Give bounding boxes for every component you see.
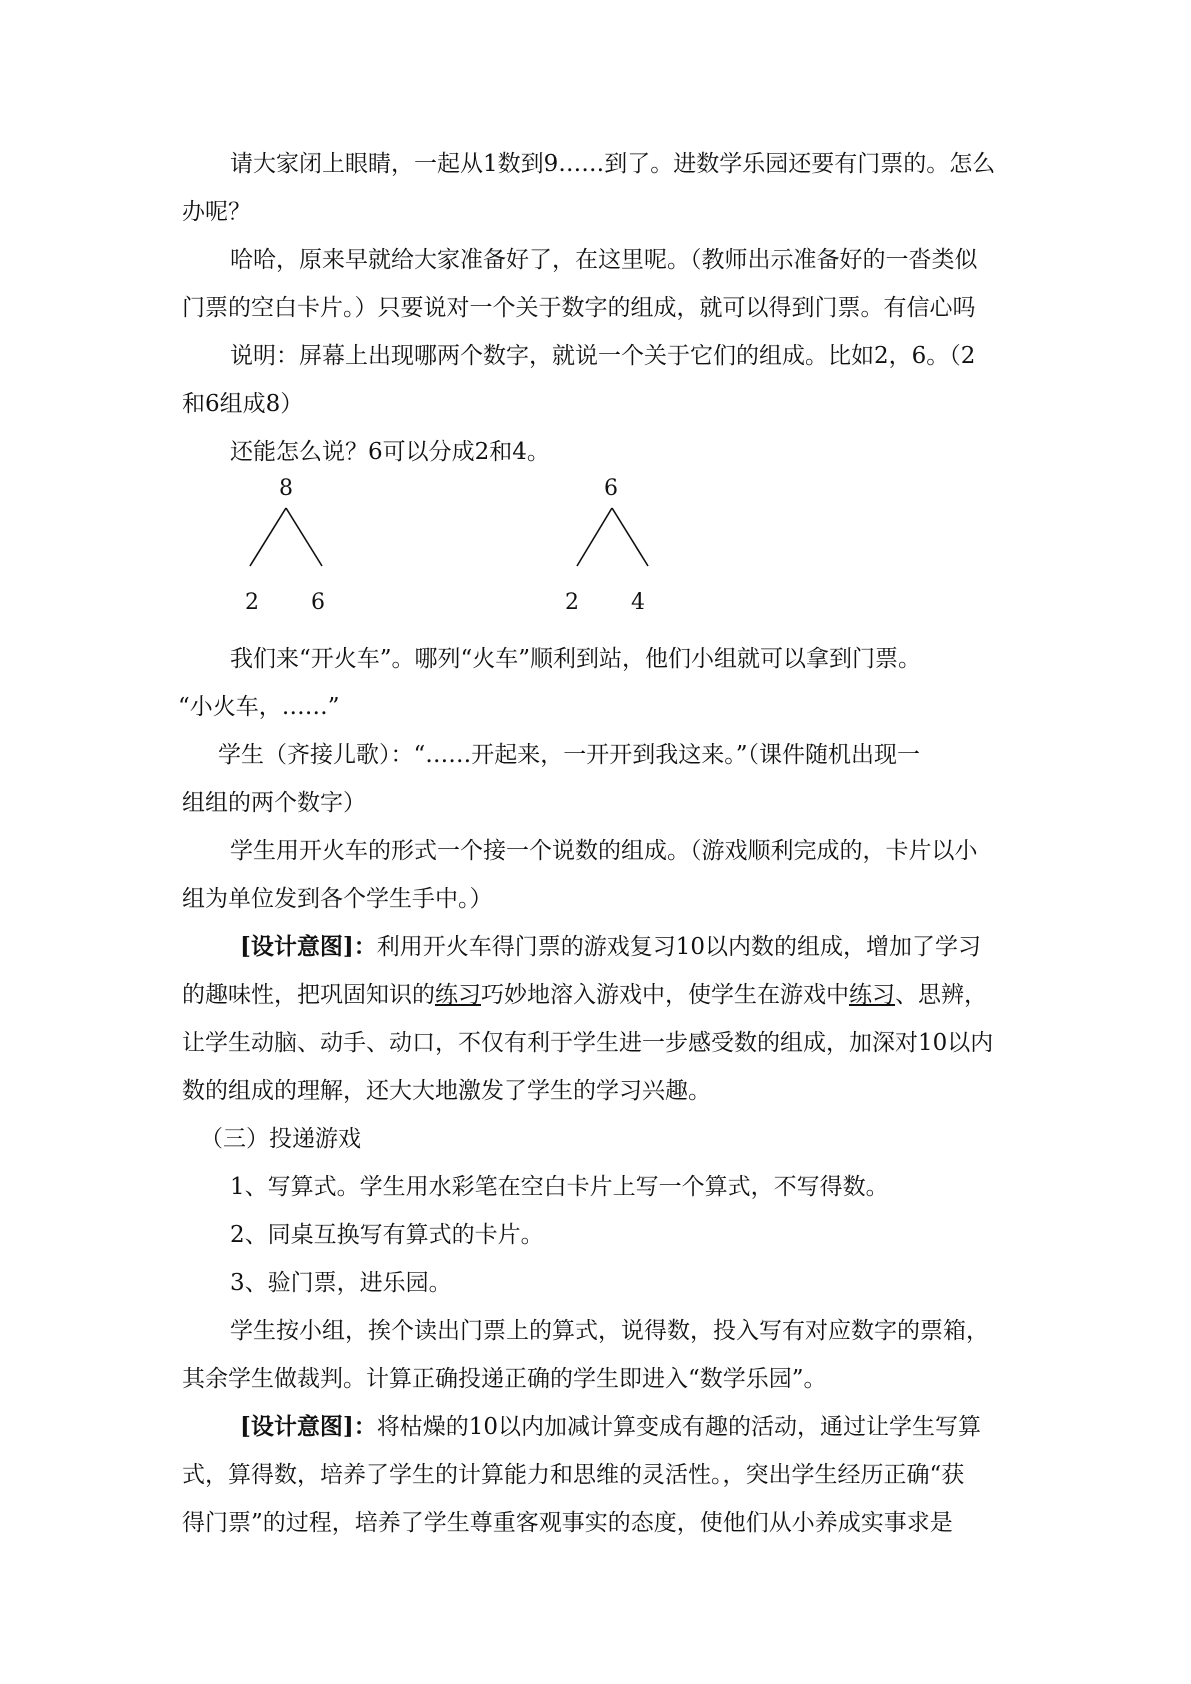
- paragraph-train-game-line-2: 组为单位发到各个学生手中。）: [182, 886, 493, 912]
- paragraph-ballot-line-1: 学生按小组，挨个读出门票上的算式，说得数，投入写有对应数字的票箱，: [230, 1318, 989, 1344]
- paragraph-train-game-line-1: 学生用开火车的形式一个接一个说数的组成。（游戏顺利完成的，卡片以小: [230, 838, 978, 864]
- step-3: 3、验门票，进乐园。: [230, 1270, 452, 1296]
- design-intent-label: [设计意图]：: [240, 933, 377, 960]
- practice-link[interactable]: 练习: [435, 982, 481, 1008]
- tree-left-part-b: 6: [311, 590, 325, 615]
- design-intent-1-line-4: 数的组成的理解，还大大地激发了学生的学习兴趣。: [182, 1078, 711, 1104]
- section-heading-delivery-game: （三）投递游戏: [200, 1126, 361, 1152]
- tree-right-branches: [580, 476, 670, 626]
- design-intent-1-line-2: [182, 979, 987, 1011]
- design-intent-2-line-1: [240, 1411, 981, 1443]
- paragraph-intro-line-1: 请大家闭上眼睛，一起从1数到9……到了。进数学乐园还要有门票的。怎么: [230, 151, 996, 177]
- step-2: 2、同桌互换写有算式的卡片。: [230, 1222, 544, 1248]
- design-intent-2-line-2: 式，算得数，培养了学生的计算能力和思维的灵活性。，突出学生经历正确“获: [182, 1462, 965, 1488]
- design-intent-2-line-3: 得门票”的过程，培养了学生尊重客观事实的态度，使他们从小养成实事求是: [182, 1510, 953, 1536]
- design-intent-1-line-1: [240, 931, 981, 963]
- paragraph-tickets-line-1: 哈哈，原来早就给大家准备好了，在这里呢。（教师出示准备好的一沓类似: [230, 247, 978, 273]
- tree-left-branches: [250, 476, 340, 626]
- design-intent-1-text-part: 的趣味性，把巩固知识的: [182, 982, 435, 1008]
- tree-left-part-a: 2: [245, 590, 259, 615]
- design-intent-1-text: 利用开火车得门票的游戏复习10以内数的组成，增加了学习: [376, 934, 982, 960]
- paragraph-students-song-line-1: 学生（齐接儿歌）：“……开起来，一开开到我这来。”（课件随机出现一: [218, 742, 921, 768]
- design-intent-2-text: 将枯燥的10以内加减计算变成有趣的活动，通过让学生写算: [376, 1414, 982, 1440]
- paragraph-tickets-line-2: 门票的空白卡片。）只要说对一个关于数字的组成，就可以得到门票。有信心吗: [182, 295, 976, 321]
- number-tree-right: [565, 476, 670, 626]
- paragraph-train-line-2: “小火车，……”: [178, 694, 340, 720]
- paragraph-explanation-line-1: 说明：屏幕上出现哪两个数字，就说一个关于它们的组成。比如2，6。（2: [230, 343, 976, 369]
- paragraph-train-line-1: 我们来“开火车”。哪列“火车”顺利到站，他们小组就可以拿到门票。: [230, 646, 922, 672]
- design-intent-1-text-part: 、思辨，: [895, 982, 987, 1008]
- practice-link[interactable]: 练习: [849, 982, 895, 1008]
- paragraph-explanation-line-2: 和6组成8）: [182, 391, 304, 417]
- paragraph-ballot-line-2: 其余学生做裁判。计算正确投递正确的学生即进入“数学乐园”。: [182, 1366, 827, 1392]
- tree-right-part-a: 2: [565, 590, 579, 615]
- design-intent-label: [设计意图]：: [240, 1413, 377, 1440]
- paragraph-split-question: 还能怎么说？6可以分成2和4。: [230, 439, 550, 465]
- design-intent-1-line-3: 让学生动脑、动手、动口，不仅有利于学生进一步感受数的组成，加深对10以内: [182, 1030, 994, 1056]
- number-tree-left: [245, 476, 340, 626]
- paragraph-intro-line-2: 办呢？: [182, 199, 251, 225]
- step-1: 1、写算式。学生用水彩笔在空白卡片上写一个算式，不写得数。: [230, 1174, 889, 1200]
- tree-right-part-b: 4: [631, 590, 645, 615]
- tree-right-top-number: 6: [604, 476, 618, 501]
- paragraph-students-song-line-2: 组组的两个数字）: [182, 790, 366, 816]
- design-intent-1-text-part: 巧妙地溶入游戏中，使学生在游戏中: [481, 982, 849, 1008]
- tree-left-top-number: 8: [279, 476, 293, 501]
